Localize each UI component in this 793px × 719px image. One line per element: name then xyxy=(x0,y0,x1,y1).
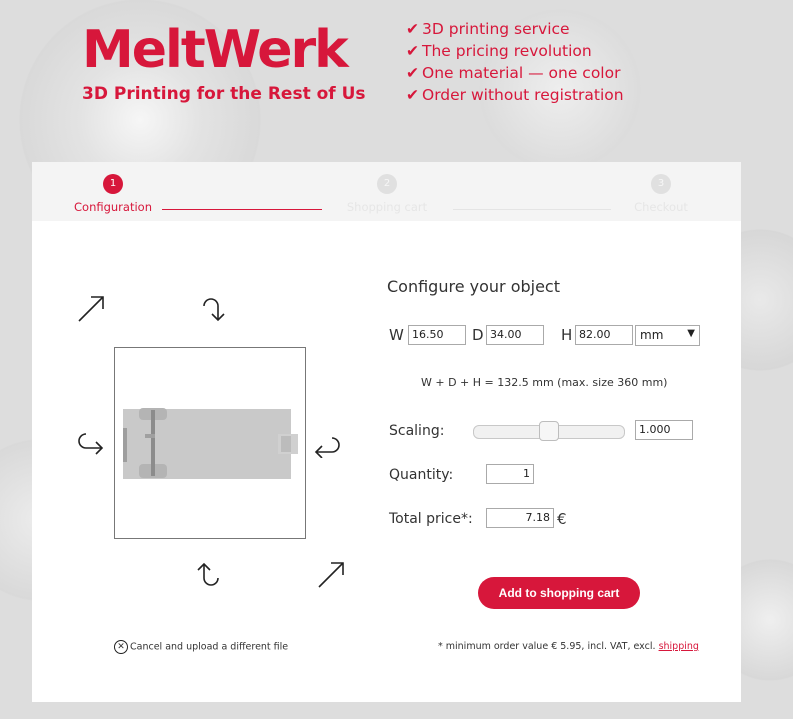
feature-list xyxy=(406,18,624,106)
width-input[interactable]: 16.50 xyxy=(408,325,466,345)
scaling-input[interactable]: 1.000 xyxy=(635,420,693,440)
step-checkout[interactable] xyxy=(626,174,696,214)
configurator-panel xyxy=(32,162,741,702)
size-summary: W + D + H = 132.5 mm (max. size 360 mm) xyxy=(421,376,668,389)
unit-select[interactable] xyxy=(635,325,700,346)
step-shopping-cart[interactable] xyxy=(337,174,437,214)
step-label: Shopping cart xyxy=(346,200,428,214)
step-number: 1 xyxy=(103,174,123,194)
step-label: Checkout xyxy=(634,200,688,214)
feature-item: ✔ Order without registration xyxy=(406,86,624,104)
scaling-label: Scaling: xyxy=(389,423,445,439)
step-number: 2 xyxy=(377,174,397,194)
scaling-slider[interactable] xyxy=(473,425,625,439)
step-configuration[interactable] xyxy=(70,174,156,214)
rotate-forward-icon[interactable] xyxy=(196,292,226,330)
rotate-right-icon[interactable] xyxy=(314,428,346,464)
config-title: Configure your object xyxy=(387,277,560,296)
check-icon: ✔ xyxy=(406,64,419,82)
quantity-label: Quantity: xyxy=(389,467,454,483)
currency-symbol: € xyxy=(557,510,567,528)
logo[interactable]: MeltWerk xyxy=(82,20,347,80)
model-preview[interactable] xyxy=(114,347,306,539)
feature-item: ✔ One material — one color xyxy=(406,64,621,82)
step-number: 3 xyxy=(651,174,671,194)
add-to-cart-button[interactable]: Add to shopping cart xyxy=(478,577,640,609)
shipping-link[interactable]: shipping xyxy=(658,641,699,652)
price-note-text: * minimum order value € 5.95, incl. VAT, excl. xyxy=(438,641,656,652)
step-label: Configuration xyxy=(74,200,152,214)
depth-input[interactable]: 34.00 xyxy=(486,325,544,345)
cancel-upload-text: Cancel and upload a different file xyxy=(130,641,289,653)
width-label: W xyxy=(389,326,404,344)
total-price-field: 7.18 xyxy=(486,508,554,528)
depth-label: D xyxy=(472,326,484,344)
close-icon: ✕ xyxy=(114,640,128,654)
unit-select-value: mm xyxy=(640,328,664,342)
check-icon: ✔ xyxy=(406,42,419,60)
feature-item: ✔ 3D printing service xyxy=(406,20,570,38)
chevron-down-icon: ▼ xyxy=(687,328,695,339)
step-progress-line xyxy=(162,209,322,210)
rotate-left-icon[interactable] xyxy=(72,428,104,464)
check-icon: ✔ xyxy=(406,20,419,38)
quantity-input[interactable]: 1 xyxy=(486,464,534,484)
step-line xyxy=(453,209,611,210)
rotate-diagonal-icon[interactable] xyxy=(76,294,106,330)
checkout-steps xyxy=(32,162,741,221)
height-label: H xyxy=(561,326,573,344)
scaling-slider-handle[interactable] xyxy=(539,421,559,441)
cancel-upload-link[interactable] xyxy=(114,640,288,654)
rotate-diagonal-icon[interactable] xyxy=(316,560,346,596)
rotate-backward-icon[interactable] xyxy=(196,560,226,598)
check-icon: ✔ xyxy=(406,86,419,104)
total-price-label: Total price*: xyxy=(389,511,473,527)
price-note xyxy=(438,641,699,652)
model-render xyxy=(115,348,305,538)
feature-item: ✔ The pricing revolution xyxy=(406,42,592,60)
height-input[interactable]: 82.00 xyxy=(575,325,633,345)
tagline: 3D Printing for the Rest of Us xyxy=(82,84,366,104)
